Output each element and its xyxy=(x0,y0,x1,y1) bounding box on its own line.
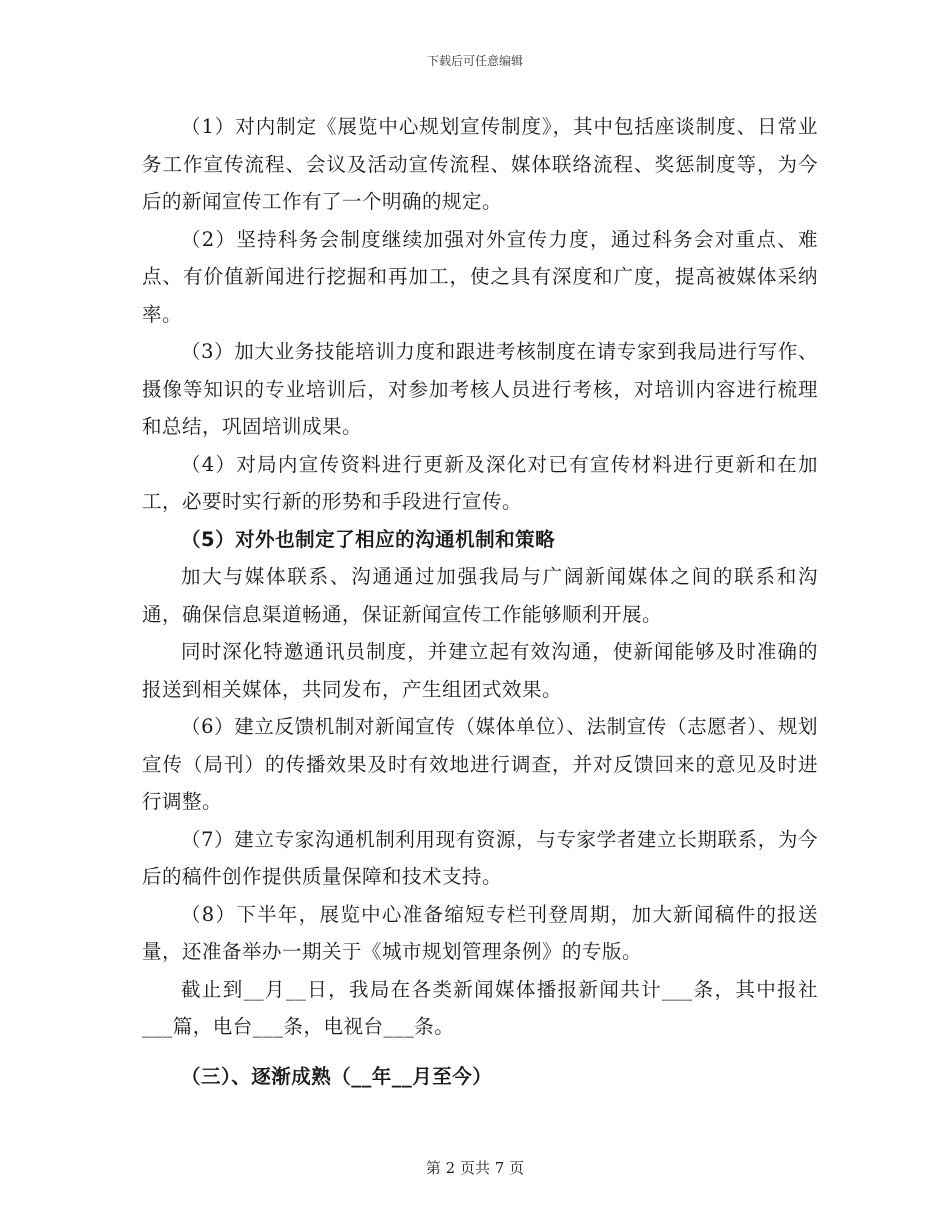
paragraph-item-8: （8）下半年，展览中心准备缩短专栏刊登周期，加大新闻稿件的报送量，还准备举办一期关于《城市规划管理条例》的专版。 xyxy=(142,902,818,963)
paragraph-item-4: （4）对局内宣传资料进行更新及深化对已有宣传材料进行更新和在加工，必要时实行新的形势和手段进行宣传。 xyxy=(142,452,818,513)
paragraph-statistics: 截止到__月__日，我局在各类新闻媒体播报新闻共计___条，其中报社___篇，电台___条，电视台___条。 xyxy=(142,977,818,1038)
section-heading-3: （三）、逐渐成熟（__年__月至今） xyxy=(181,1064,493,1088)
document-body xyxy=(142,108,818,1095)
page-header: 下载后可任意编辑 xyxy=(426,54,523,68)
paragraph-item-6: （6）建立反馈机制对新闻宣传（媒体单位）、法制宣传（志愿者）、规划宣传（局刊）的传播效果及时有效地进行调查，并对反馈回来的意见及时进行调整。 xyxy=(142,715,818,813)
page-footer: 第 2 页共 7 页 xyxy=(425,1159,525,1177)
paragraph-correspondent: 同时深化特邀通讯员制度，并建立起有效沟通，使新闻能够及时准确的报送到相关媒体，共同发布，产生组团式效果。 xyxy=(142,640,818,701)
paragraph-media-contact: 加大与媒体联系、沟通通过加强我局与广阔新闻媒体之间的联系和沟通，确保信息渠道畅通，保证新闻宣传工作能够顺利开展。 xyxy=(142,565,818,626)
paragraph-item-1: （1）对内制定《展览中心规划宣传制度》，其中包括座谈制度、日常业务工作宣传流程、会议及活动宣传流程、媒体联络流程、奖惩制度等，为今后的新闻宣传工作有了一个明确的规定。 xyxy=(142,115,818,213)
paragraph-item-2: （2）坚持科务会制度继续加强对外宣传力度，通过科务会对重点、难点、有价值新闻进行挖掘和再加工，使之具有深度和广度，提高被媒体采纳率。 xyxy=(142,227,818,326)
paragraph-item-7: （7）建立专家沟通机制利用现有资源，与专家学者建立长期联系，为今后的稿件创作提供质量保障和技术支持。 xyxy=(142,827,818,888)
paragraph-heading-5: （5）对外也制定了相应的沟通机制和策略 xyxy=(181,527,556,551)
paragraph-item-3: （3）加大业务技能培训力度和跟进考核制度在请专家到我局进行写作、摄像等知识的专业培训后，对参加考核人员进行考核，对培训内容进行梳理和总结，巩固培训成果。 xyxy=(142,340,818,438)
